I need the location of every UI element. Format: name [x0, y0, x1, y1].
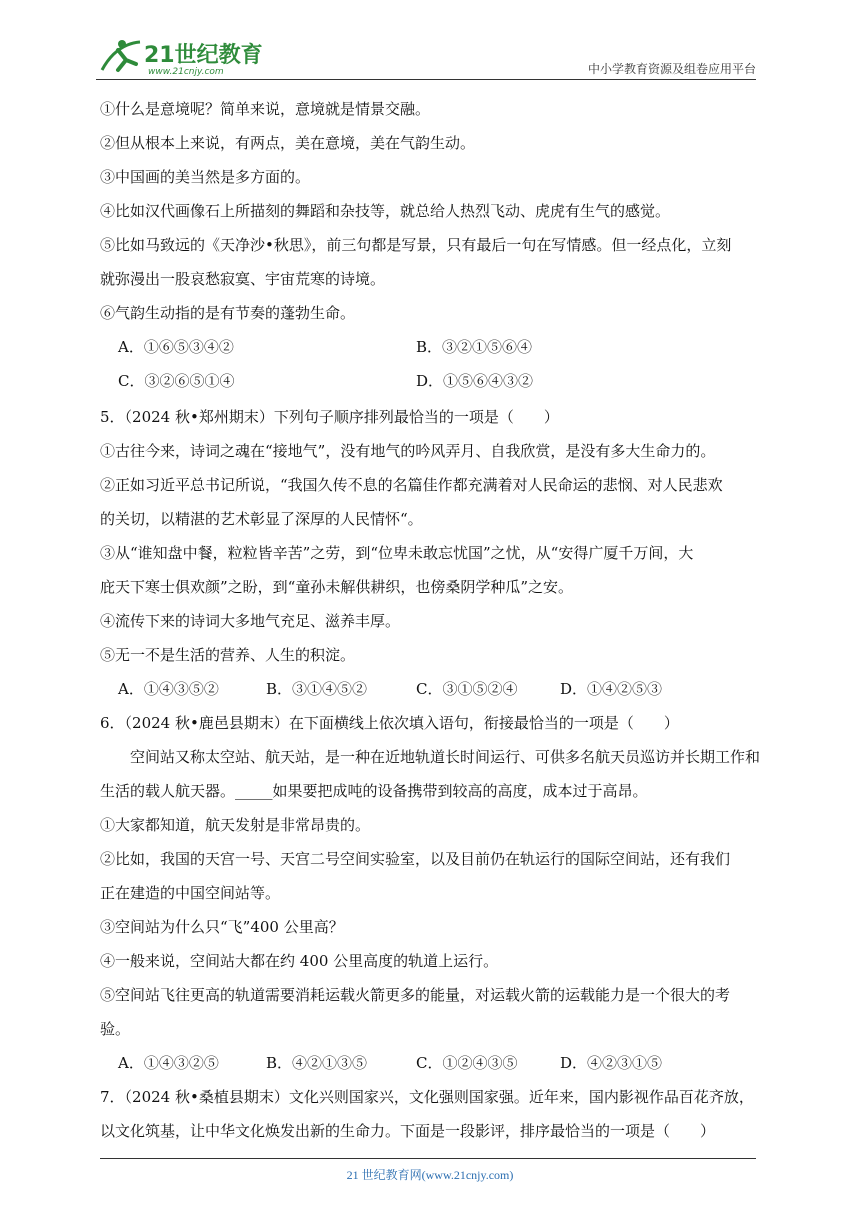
q6-line-4: ③空间站为什么只“飞”400 公里高？: [100, 918, 344, 936]
q6-option-c: C．①②④③⑤: [416, 1054, 518, 1072]
q4-line-5: ⑤比如马致远的《天净沙•秋思》，前三句都是写景，只有最后一句在写情感。但一经点化，立刻: [100, 236, 732, 254]
q4-option-b: B．③②①⑤⑥④: [416, 338, 533, 356]
q7-stem-2: 以文化筑基，让中华文化焕发出新的生命力。下面是一段影评，排序最恰当的一项是（ ）: [100, 1122, 716, 1140]
q5-line-1: ①古往今来，诗词之魂在“接地气”，没有地气的吟风弄月、自我欣赏，是没有多大生命力的。: [100, 442, 716, 460]
footer-divider: [100, 1158, 756, 1159]
q6-line-3: 正在建造的中国空间站等。: [100, 884, 281, 902]
q4-option-d: D．①⑤⑥④③②: [416, 372, 534, 390]
q4-line-2: ②但从根本上来说，有两点，美在意境，美在气韵生动。: [100, 134, 476, 152]
q6-line-7: 验。: [100, 1020, 131, 1038]
q5-line-4: ③从“谁知盘中餐，粒粒皆辛苦”之劳，到“位卑未敢忘忧国”之忧，从“安得广厦千万间，大: [100, 544, 694, 562]
q5-option-b: B．③①④⑤②: [266, 680, 368, 698]
q7-stem-1: 7．（2024 秋•桑植县期末）文化兴则国家兴，文化强则国家强。近年来，国内影视作品百花齐放，: [100, 1088, 754, 1106]
q5-option-c: C．③①⑤②④: [416, 680, 518, 698]
q6-line-6: ⑤空间站飞往更高的轨道需要消耗运载火箭更多的能量，对运载火箭的运载能力是一个很大的考: [100, 986, 731, 1004]
q5-option-a: A．①④③⑤②: [118, 680, 219, 698]
page-header: [96, 34, 756, 80]
q5-line-3: 的关切，以精湛的艺术彰显了深厚的人民情怀“。: [100, 510, 423, 528]
q6-line-1: ①大家都知道，航天发射是非常昂贵的。: [100, 816, 371, 834]
q4-option-a: A．①⑥⑤③④②: [118, 338, 234, 356]
page-footer: 21 世纪教育网(www.21cnjy.com): [346, 1168, 514, 1182]
q5-line-5: 庇天下寒士俱欢颜”之盼，到“童孙未解供耕织，也傍桑阴学种瓜”之安。: [100, 578, 574, 596]
q6-line-2: ②比如，我国的天宫一号、天宫二号空间实验室，以及目前仍在轨运行的国际空间站，还有我们: [100, 850, 731, 868]
q4-line-1: ①什么是意境呢？简单来说，意境就是情景交融。: [100, 100, 431, 118]
logo-text: 21世纪教育: [144, 43, 263, 68]
q4-option-c: C．③②⑥⑤①④: [118, 372, 235, 390]
q4-line-3: ③中国画的美当然是多方面的。: [100, 168, 311, 186]
q4-line-7: ⑥气韵生动指的是有节奏的蓬勃生命。: [100, 304, 356, 322]
q6-line-5: ④一般来说，空间站大都在约 400 公里高度的轨道上运行。: [100, 952, 499, 970]
q4-line-4: ④比如汉代画像石上所描刻的舞蹈和杂技等，就总给人热烈飞动、虎虎有生气的感觉。: [100, 202, 671, 220]
q6-option-d: D．④②③①⑤: [560, 1054, 663, 1072]
q6-option-b: B．④②①③⑤: [266, 1054, 368, 1072]
q5-stem: 5．（2024 秋•郑州期末）下列句子顺序排列最恰当的一项是（ ）: [100, 408, 559, 426]
platform-title: 中小学教育资源及组卷应用平台: [587, 62, 756, 76]
q5-line-6: ④流传下来的诗词大多地气充足、滋养丰厚。: [100, 612, 401, 630]
q6-passage-1: 空间站又称太空站、航天站，是一种在近地轨道长时间运行、可供多名航天员巡访并长期工作和: [130, 748, 761, 766]
logo-url: www.21cnjy.com: [148, 67, 224, 77]
q6-stem: 6．（2024 秋•鹿邑县期末）在下面横线上依次填入语句，衔接最恰当的一项是（ ）: [100, 714, 679, 732]
q5-line-2: ②正如习近平总书记所说，“我国久传不息的名篇佳作都充满着对人民命运的悲悯、对人民悲欢: [100, 476, 723, 494]
q6-passage-2: 生活的载人航天器。_____如果要把成吨的设备携带到较高的高度，成本过于高昂。: [100, 782, 648, 800]
site-logo: [96, 34, 266, 78]
q5-line-7: ⑤无一不是生活的营养、人生的积淀。: [100, 646, 356, 664]
header-divider: [96, 79, 756, 80]
q4-line-6: 就弥漫出一股哀愁寂寞、宇宙荒寒的诗境。: [100, 270, 386, 288]
q5-option-d: D．①④②⑤③: [560, 680, 663, 698]
q6-option-a: A．①④③②⑤: [118, 1054, 219, 1072]
